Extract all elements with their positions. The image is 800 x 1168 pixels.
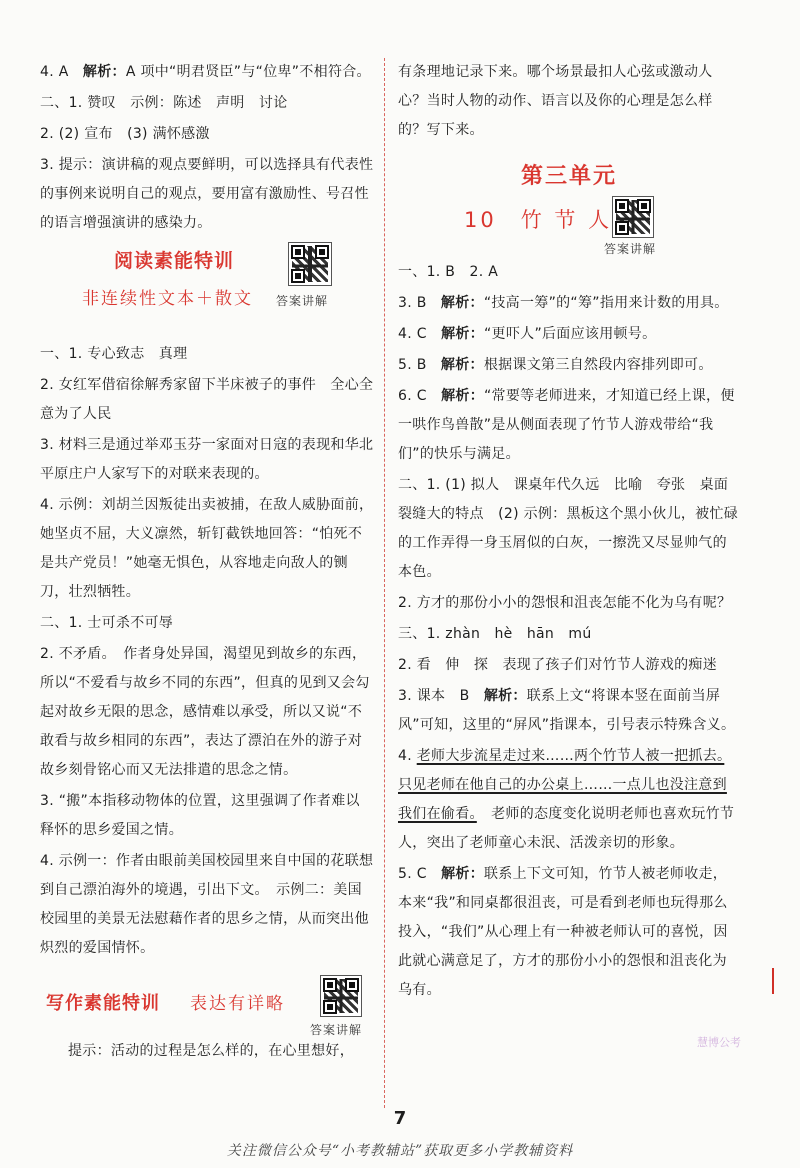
reading-answer-2: 2. 女红军借宿徐解秀家留下半床被子的事件 全心全意为了人民 — [40, 377, 374, 422]
reading-answer-8: 4. 示例一：作者由眼前美国校园里来自中国的花联想到自己漂泊海外的境遇，引出下文。 示例二：美国校园里的美景无法慰藉作者的思乡之情，从而突出他炽烈的爱国情怀。 — [40, 853, 374, 956]
column-divider — [384, 58, 385, 1108]
page-edge-mark — [772, 968, 774, 994]
writing-hint-continued: 有条理地记录下来。哪个场景最扣人心弦或激动人心？当时人物的动作、语言以及你的心理是怎么样的？写下来。 — [398, 64, 713, 138]
reading-answer-7: 3. “搬”本指移动物体的位置，这里强调了作者难以释怀的思乡爱国之情。 — [40, 793, 360, 838]
lesson-answer-3-3: 3. 课本 B 解析：联系上文“将课本竖在面前当屏风”可知，这里的“屏风”指课本，引号表示特殊含义。 — [398, 688, 736, 733]
reading-answer-4: 4. 示例：刘胡兰因叛徒出卖被捕，在敌人威胁面前，她坚贞不屈，大义凛然，斩钉截铁地回答：“怕死不是共产党员！”她毫无惧色，从容地走向敌人的铡刀，壮烈牺牲。 — [40, 497, 374, 600]
lesson-answer-3-1: 三、1. zhàn hè hān mú — [398, 626, 592, 642]
footer-note: 关注微信公众号“小考教辅站”获取更多小学教辅资料 — [226, 1143, 574, 1159]
writing-hint: 提示：活动的过程是怎么样的，在心里想好， — [68, 1043, 354, 1059]
answer-section-2-2: 2. (2) 宣布 (3) 满怀感激 — [40, 126, 210, 142]
qr-caption: 答案讲解 — [604, 242, 657, 256]
lesson-answer-6: 6. C 解析：“常要等老师进来，才知道已经上课，便一哄作鸟兽散”是从侧面表现了竹节人游戏带给“我们”的快乐与满足。 — [398, 388, 735, 462]
writing-subtitle: 表达有详略 — [190, 994, 285, 1014]
reading-title: 阅读素能特训 — [114, 250, 235, 272]
reading-section-header — [40, 242, 374, 334]
lesson-answer-3-2: 2. 看 伸 探 表现了孩子们对竹节人游戏的痴迷 — [398, 657, 718, 673]
left-column — [40, 58, 374, 1068]
lesson-answer-5: 5. B 解析：根据课文第三自然段内容排列即可。 — [398, 357, 713, 373]
unit-title: 第三单元 — [520, 164, 617, 189]
qr-caption: 答案讲解 — [276, 294, 329, 308]
answer-section-2-1: 二、1. 赞叹 示例：陈述 声明 讨论 — [40, 95, 288, 111]
reading-answer-5: 二、1. 士可杀不可辱 — [40, 615, 174, 631]
lesson-answer-2-1: 二、1. (1) 拟人 课桌年代久远 比喻 夸张 桌面裂缝大的特点 (2) 示例：黑板这个黑小伙儿，被忙碌的工作弄得一身玉屑似的白灰，一擦洗又尽显帅气的本色。 — [398, 477, 739, 580]
watermark: 慧博公考 — [697, 1036, 741, 1049]
lesson-title: 10 竹 节 人 — [464, 208, 613, 232]
lesson-header — [398, 196, 740, 258]
lesson-answer-3-4: 4. 老师大步流星走过来……两个竹节人被一把抓去。 只见老师在他自己的办公桌上……一点儿也没注意到我们在偷看。 老师的态度变化说明老师也喜欢玩竹节人，突出了老师童心未泯、活泼亲切的形象。 — [398, 748, 735, 851]
qr-code-icon[interactable] — [612, 196, 654, 238]
right-column — [398, 58, 740, 1007]
answer-4a: 4. A 解析：A 项中“明君贤臣”与“位卑”不相符合。 — [40, 64, 371, 80]
reading-subtitle: 非连续性文本＋散文 — [82, 289, 253, 309]
lesson-answer-2-2: 2. 方才的那份小小的怨恨和沮丧怎能不化为乌有呢？ — [398, 595, 732, 611]
reading-answer-1: 一、1. 专心致志 真理 — [40, 346, 188, 362]
qr-code-icon[interactable] — [320, 975, 362, 1017]
lesson-answer-4: 4. C 解析：“更吓人”后面应该用顿号。 — [398, 326, 657, 342]
writing-section-header — [40, 975, 374, 1037]
answer-section-2-3: 3. 提示：演讲稿的观点要鲜明，可以选择具有代表性的事例来说明自己的观点，要用富有激励性、号召性的语言增强演讲的感染力。 — [40, 157, 374, 231]
lesson-answer-3-5: 5. C 解析：联系上下文可知，竹节人被老师收走，本来“我”和同桌都很沮丧，可是看到老师也玩得那么投入，“我们”从心理上有一种被老师认可的喜悦，因此就心满意足了，方才的那份小小的怨恨和沮丧化为乌有。 — [398, 866, 728, 998]
reading-answer-3: 3. 材料三是通过举邓玉芬一家面对日寇的表现和华北平原庄户人家写下的对联来表现的。 — [40, 437, 374, 482]
qr-caption: 答案讲解 — [310, 1023, 363, 1037]
reading-answer-6: 2. 不矛盾。 作者身处异国，渴望见到故乡的东西，所以“不爱看与故乡不同的东西”，但真的见到又会勾起对故乡无限的思念，感情难以承受，所以又说“不敢看与故乡相同的东西”，表达了漂泊在外的游子对故乡刻骨铭心而又无法排遣的思念之情。 — [40, 646, 370, 778]
writing-title: 写作素能特训 — [46, 993, 160, 1014]
lesson-answer-3: 3. B 解析：“技高一筹”的“筹”指用来计数的用具。 — [398, 295, 729, 311]
lesson-answer-1: 一、1. B 2. A — [398, 264, 499, 280]
page-number: 7 — [393, 1108, 407, 1129]
qr-code-icon[interactable] — [288, 242, 332, 286]
